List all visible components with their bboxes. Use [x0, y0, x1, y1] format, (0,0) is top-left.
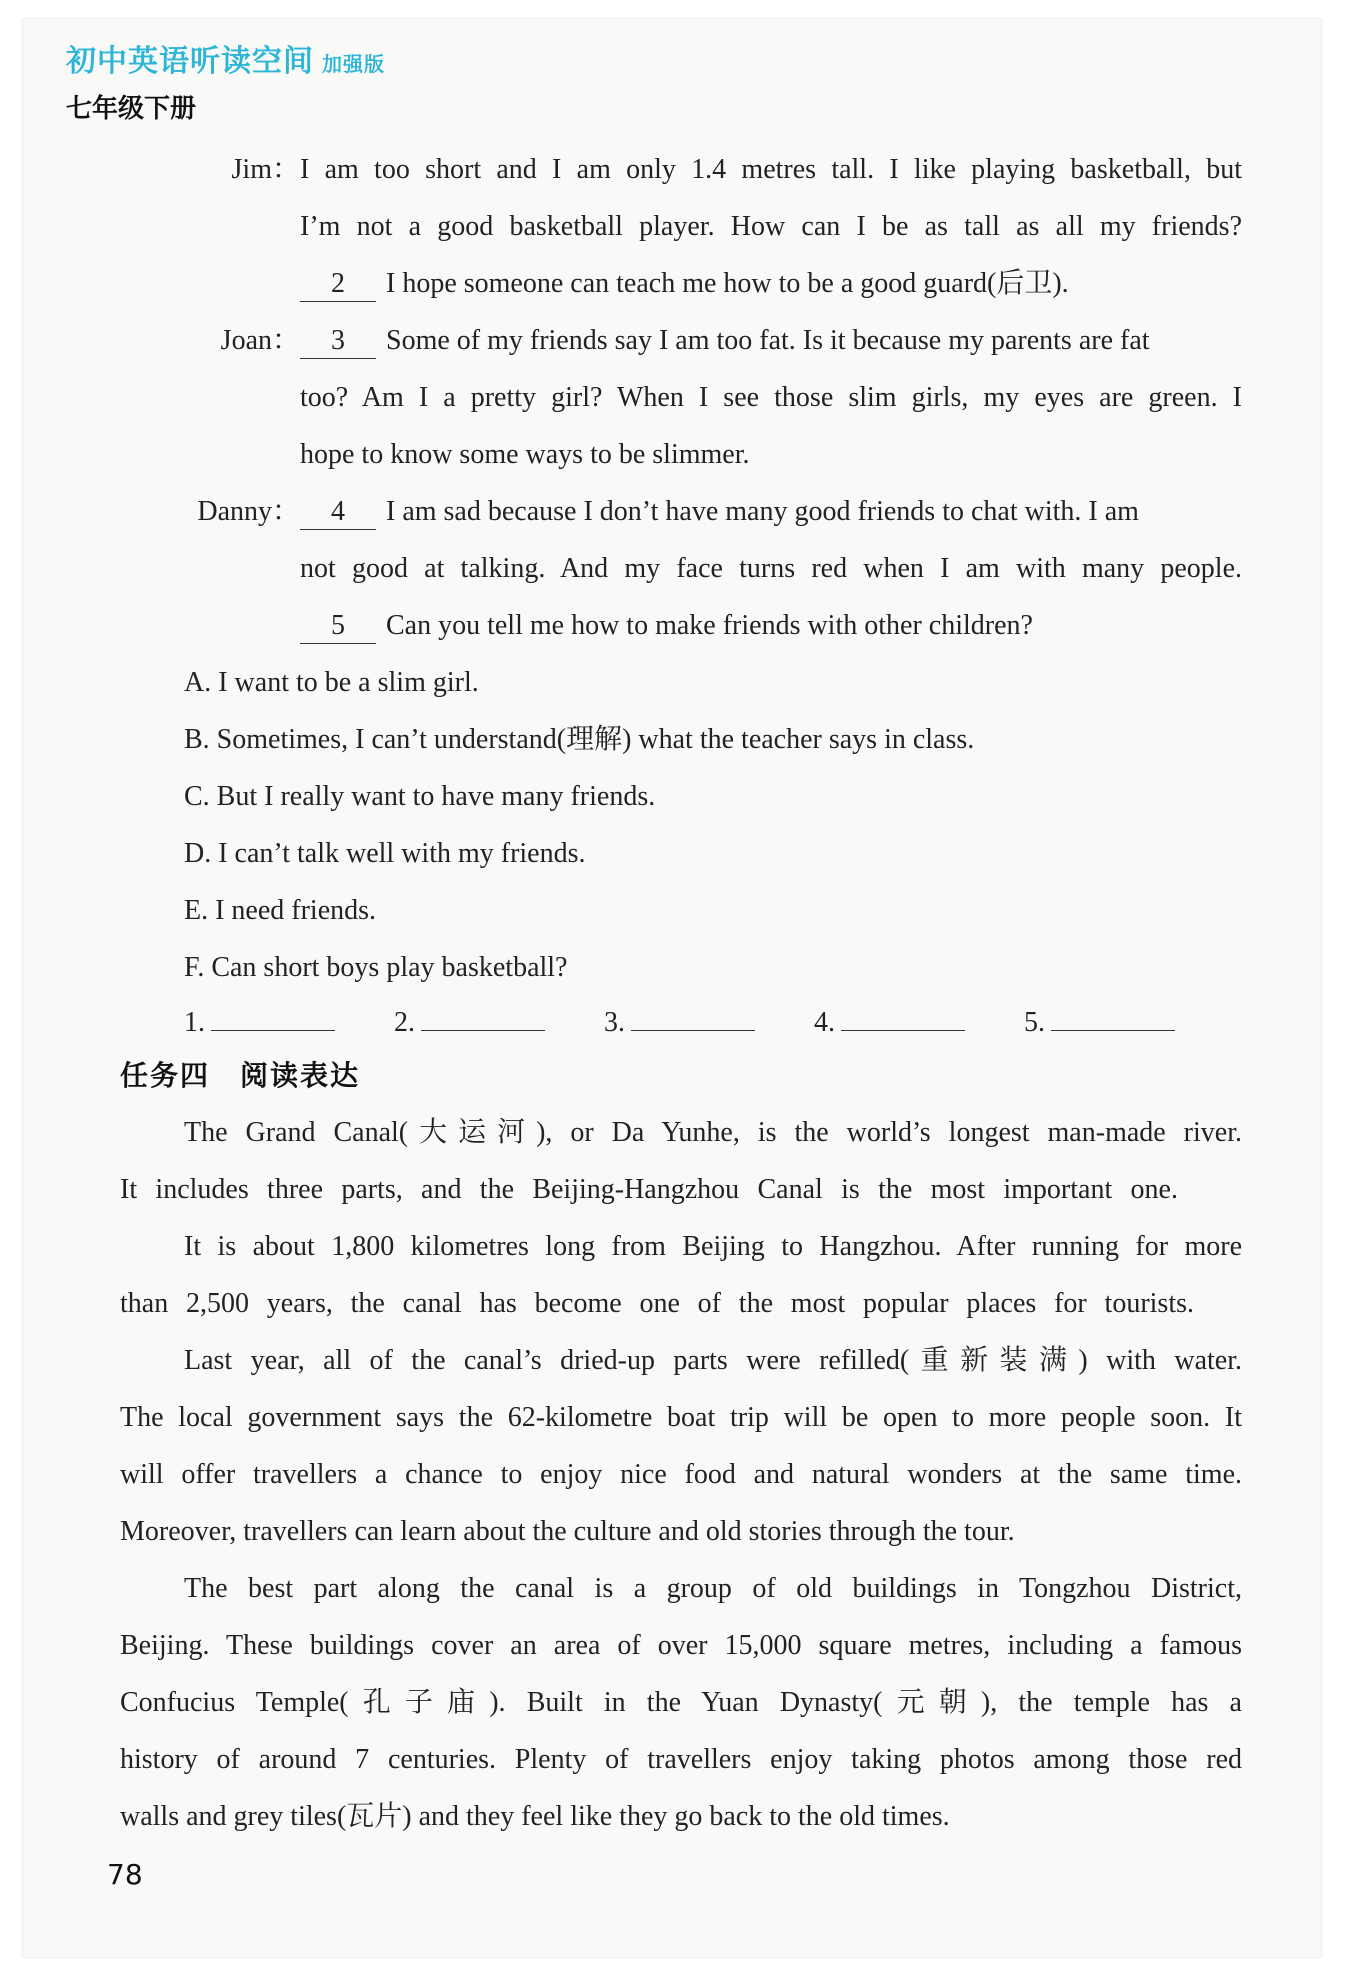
- passage-line: history of around 7 centuries. Plenty of travellers enjoy taking photos among those red: [120, 1744, 1242, 1775]
- dialogue-line: too? Am I a pretty girl? When I see those slim girls, my eyes are green. I: [300, 382, 1242, 413]
- answer-line[interactable]: [421, 1000, 545, 1031]
- passage-line: Confucius Temple(孔子庙). Built in the Yuan Dynasty(元朝), the temple has a: [120, 1687, 1242, 1718]
- answer-label: 3.: [604, 1007, 625, 1038]
- dialogue-line: not good at talking. And my face turns red when I am with many people.: [300, 553, 1242, 584]
- dialogue-line: [300, 321, 1242, 361]
- dialogue-line: [300, 264, 1069, 304]
- answer-blank-5[interactable]: 5: [300, 609, 376, 644]
- passage-line: The Grand Canal(大运河), or Da Yunhe, is the world’s longest man-made river.: [184, 1117, 1242, 1148]
- dialogue-text: I am sad because I don’t have many good friends to chat with. I am: [386, 496, 1139, 527]
- grade-label: 七年级下册: [66, 94, 197, 124]
- passage-line: The local government says the 62-kilometre boat trip will be open to more people soon. It: [120, 1402, 1242, 1433]
- passage-line: Beijing. These buildings cover an area of over 15,000 square metres, including a famous: [120, 1630, 1242, 1661]
- answer-label: 5.: [1024, 1007, 1045, 1038]
- dialogue-line: I’m not a good basketball player. How can I be as tall as all my friends?: [300, 211, 1242, 242]
- passage-line: Last year, all of the canal’s dried-up parts were refilled(重新装满) with water.: [184, 1345, 1242, 1376]
- dialogue-line: hope to know some ways to be slimmer.: [300, 439, 750, 470]
- passage-line: The best part along the canal is a group of old buildings in Tongzhou District,: [184, 1573, 1242, 1604]
- option-d: D. I can’t talk well with my friends.: [184, 838, 586, 869]
- answer-label: 1.: [184, 1007, 205, 1038]
- answer-slot-3: [604, 1000, 755, 1043]
- passage-line: will offer travellers a chance to enjoy nice food and natural wonders at the same time.: [120, 1459, 1242, 1490]
- answer-blank-4[interactable]: 4: [300, 495, 376, 530]
- dialogue-line: I am too short and I am only 1.4 metres tall. I like playing basketball, but: [300, 154, 1242, 185]
- series-title-text: 初中英语听读空间: [66, 44, 314, 79]
- option-c: C. But I really want to have many friends.: [184, 781, 656, 812]
- option-b: B. Sometimes, I can’t understand(理解) what the teacher says in class.: [184, 724, 975, 755]
- passage-line: It includes three parts, and the Beijing-Hangzhou Canal is the most important one.: [120, 1174, 1178, 1205]
- answer-label: 4.: [814, 1007, 835, 1038]
- answer-slot-4: [814, 1000, 965, 1043]
- section-title: 任务四 阅读表达: [120, 1059, 361, 1092]
- answer-line[interactable]: [841, 1000, 965, 1031]
- passage-line: than 2,500 years, the canal has become one of the most popular places for tourists.: [120, 1288, 1194, 1319]
- passage-line: It is about 1,800 kilometres long from Beijing to Hangzhou. After running for more: [184, 1231, 1242, 1262]
- answer-line[interactable]: [1051, 1000, 1175, 1031]
- answer-slot-5: [1024, 1000, 1175, 1043]
- answer-line[interactable]: [631, 1000, 755, 1031]
- speaker-danny: Danny：: [197, 496, 300, 527]
- dialogue-line: [300, 606, 1033, 646]
- answer-slot-1: [184, 1000, 335, 1043]
- option-e: E. I need friends.: [184, 895, 377, 926]
- dialogue-line: [300, 492, 1242, 532]
- answer-line[interactable]: [211, 1000, 335, 1031]
- answer-label: 2.: [394, 1007, 415, 1038]
- answer-blank-2[interactable]: 2: [300, 267, 376, 302]
- answer-blank-3[interactable]: 3: [300, 324, 376, 359]
- speaker-jim: Jim：: [231, 154, 300, 185]
- answer-slot-2: [394, 1000, 545, 1043]
- option-f: F. Can short boys play basketball?: [184, 952, 568, 983]
- passage-line: Moreover, travellers can learn about the culture and old stories through the tour.: [120, 1516, 1015, 1547]
- series-badge: 加强版: [322, 52, 385, 76]
- dialogue-text: I hope someone can teach me how to be a good guard(后卫).: [386, 268, 1069, 299]
- page-number: 78: [107, 1858, 143, 1891]
- speaker-joan: Joan：: [220, 325, 300, 356]
- passage-line: walls and grey tiles(瓦片) and they feel like they go back to the old times.: [120, 1801, 950, 1832]
- option-a: A. I want to be a slim girl.: [184, 667, 479, 698]
- dialogue-text: Can you tell me how to make friends with other children?: [386, 610, 1033, 641]
- dialogue-text: Some of my friends say I am too fat. Is it because my parents are fat: [386, 325, 1150, 356]
